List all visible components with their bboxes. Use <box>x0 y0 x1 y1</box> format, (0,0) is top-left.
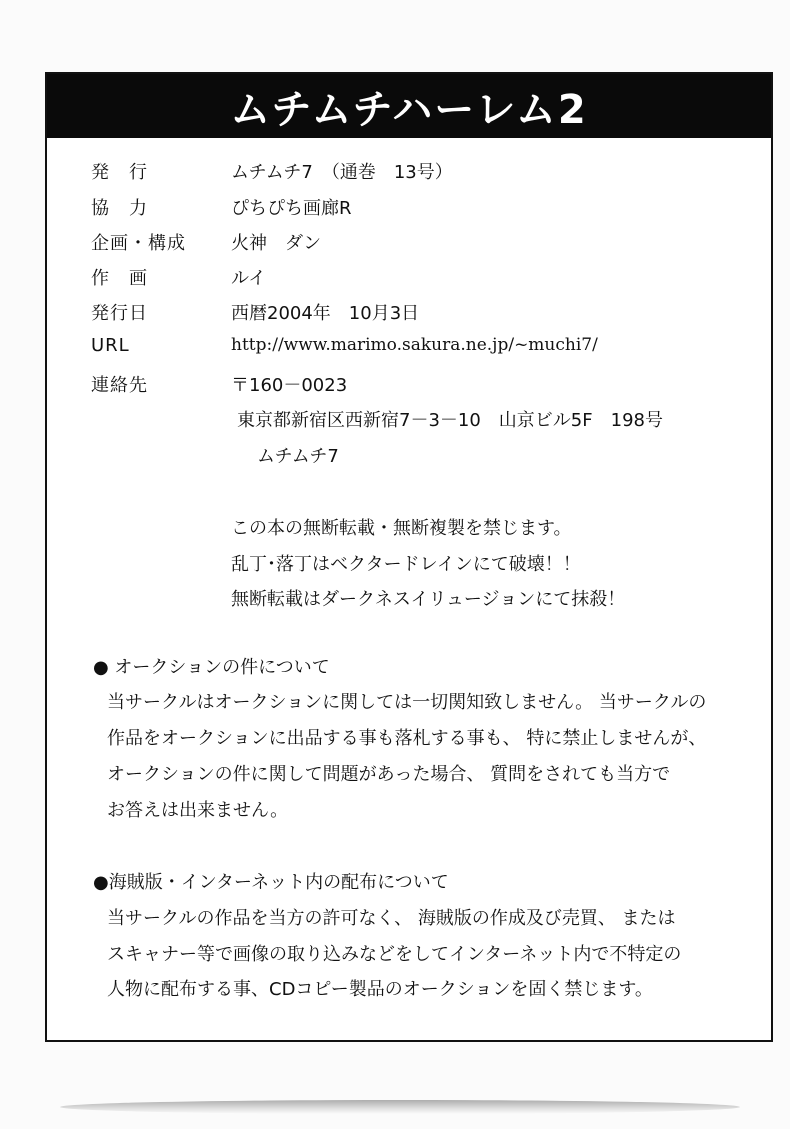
colophon-label: 発 行 <box>91 162 148 183</box>
piracy-text-line: 人物に配布する事、CDコピー製品のオークションを固く禁じます。 <box>107 979 653 1000</box>
auction-text-line: 作品をオークションに出品する事も落札する事も、 特に禁止しませんが、 <box>107 728 707 749</box>
auction-text-line: 当サークルはオークションに関しては一切関知致しません。 当サークルの <box>107 692 707 713</box>
url-link[interactable]: http://www.marimo.sakura.ne.jp/~muchi7/ <box>231 335 598 355</box>
address-line: 東京都新宿区西新宿7－3－10 山京ビル5F 198号 <box>237 410 663 431</box>
piracy-text-line: スキャナー等で画像の取り込みなどをしてインターネット内で不特定の <box>107 944 682 965</box>
address-circle-name: ムチムチ7 <box>257 446 339 467</box>
colophon-value: 火神 ダン <box>231 233 322 254</box>
warning-line: この本の無断転載・無断複製を禁じます。 <box>231 518 572 539</box>
colophon-value: 〒160－0023 <box>231 375 348 396</box>
book-title: ムチムチハーレム2 <box>230 86 588 133</box>
colophon-label: 発行日 <box>91 303 148 324</box>
warning-line: 無断転載はダークネスイリュージョンにて抹殺！ <box>231 589 626 610</box>
colophon-value: 西暦2004年 10月3日 <box>231 303 420 324</box>
title-bar <box>47 74 771 138</box>
piracy-heading: ●海賊版・インターネット内の配布について <box>93 872 449 893</box>
colophon-label: 作 画 <box>91 268 148 289</box>
warning-line: 乱丁･落丁はベクタードレインにて破壊！！ <box>231 554 581 575</box>
colophon-value: ムチムチ7 （通巻 13号） <box>231 162 453 183</box>
colophon-frame <box>45 72 773 1042</box>
auction-text-line: オークションの件に関して問題があった場合、 質問をされても当方で <box>107 764 671 785</box>
colophon-value: ルイ <box>231 268 267 289</box>
page-shadow <box>60 1100 740 1114</box>
colophon-label: 企画・構成 <box>91 233 186 254</box>
auction-heading: ● オークションの件について <box>93 657 330 678</box>
colophon-label: URL <box>91 335 130 356</box>
piracy-text-line: 当サークルの作品を当方の許可なく、 海賊版の作成及び売買、 または <box>107 908 676 929</box>
colophon-value: ぴちぴち画廊R <box>231 198 352 219</box>
colophon-label: 協 力 <box>91 198 148 219</box>
colophon-label: 連絡先 <box>91 375 148 396</box>
auction-text-line: お答えは出来ません。 <box>107 800 289 821</box>
